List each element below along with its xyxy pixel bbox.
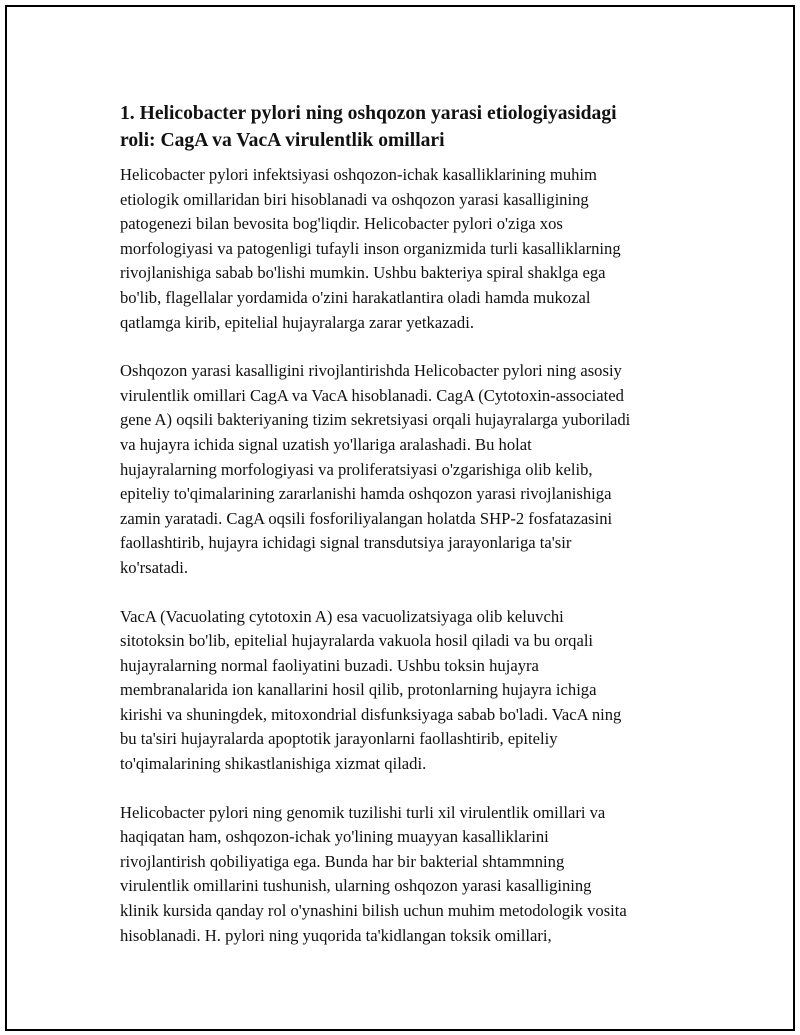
- paragraph-2: [120, 359, 700, 580]
- text-line: zamin yaratadi. CagA oqsili fosforiliyalangan holatda SHP-2 fosfatazasini: [120, 508, 613, 528]
- paragraph-3: [120, 605, 700, 777]
- text-line: etiologik omillaridan biri hisoblanadi va oshqozon yarasi kasalligining: [120, 189, 589, 209]
- text-line: haqiqatan ham, oshqozon-ichak yo'lining muayyan kasalliklarini: [120, 827, 549, 847]
- text-line: faollashtirib, hujayra ichidagi signal transdutsiya jarayonlariga ta'sir: [120, 533, 572, 553]
- text-line: sitotoksin bo'lib, epitelial hujayralarda vakuola hosil qiladi va bu orqali: [120, 631, 594, 651]
- heading-line: 1. Helicobacter pylori ning oshqozon yarasi etiologiyasidagi: [120, 103, 617, 124]
- text-line: rivojlantirish qobiliyatiga ega. Bunda har bir bakterial shtammning: [120, 851, 565, 871]
- text-line: qatlamga kirib, epitelial hujayralarga zarar yetkazadi.: [120, 312, 474, 332]
- text-line: to'qimalarining shikastlanishiga xizmat qiladi.: [120, 754, 427, 774]
- paragraph-1: [120, 163, 700, 335]
- text-line: bo'lib, flagellalar yordamida o'zini harakatlantira oladi hamda mukozal: [120, 287, 591, 307]
- text-line: VacA (Vacuolating cytotoxin A) esa vacuolizatsiyaga olib keluvchi: [120, 606, 564, 626]
- text-line: va hujayra ichida signal uzatish yo'llariga aralashadi. Bu holat: [120, 434, 532, 454]
- text-line: morfologiyasi va patogenligi tufayli inson organizmida turli kasalliklarning: [120, 238, 621, 258]
- text-line: Oshqozon yarasi kasalligini rivojlantirishda Helicobacter pylori ning asosiy: [120, 361, 622, 381]
- text-line: hujayralarning morfologiyasi va proliferatsiyasi o'zgarishiga olib kelib,: [120, 459, 593, 479]
- section-heading: [120, 100, 700, 154]
- document-body: [120, 100, 700, 972]
- text-line: hisoblanadi. H. pylori ning yuqorida ta'kidlangan toksik omillari,: [120, 925, 552, 945]
- text-line: patogenezi bilan bevosita bog'liqdir. Helicobacter pylori o'ziga xos: [120, 214, 563, 234]
- text-line: hujayralarning normal faoliyatini buzadi. Ushbu toksin hujayra: [120, 655, 539, 675]
- text-line: Helicobacter pylori infektsiyasi oshqozon-ichak kasalliklarining muhim: [120, 165, 597, 184]
- page-frame: [5, 5, 795, 1031]
- text-line: gene A) oqsili bakteriyaning tizim sekretsiyasi orqali hujayralarga yuboriladi: [120, 410, 631, 430]
- text-line: klinik kursida qanday rol o'ynashini bilish uchun muhim metodologik vosita: [120, 901, 627, 921]
- text-line: rivojlanishiga sabab bo'lishi mumkin. Ushbu bakteriya spiral shaklga ega: [120, 263, 606, 283]
- text-line: Helicobacter pylori ning genomik tuzilishi turli xil virulentlik omillari va: [120, 802, 606, 822]
- heading-line: roli: CagA va VacA virulentlik omillari: [120, 130, 445, 151]
- text-line: bu ta'siri hujayralarda apoptotik jarayonlarni faollashtirib, epiteliy: [120, 729, 558, 749]
- text-line: kirishi va shuningdek, mitoxondrial disfunksiyaga sabab bo'ladi. VacA ning: [120, 704, 622, 724]
- text-line: ko'rsatadi.: [120, 557, 188, 577]
- text-line: membranalarida ion kanallarini hosil qilib, protonlarning hujayra ichiga: [120, 680, 597, 700]
- paragraph-4: [120, 801, 700, 949]
- text-line: virulentlik omillarini tushunish, ularning oshqozon yarasi kasalligining: [120, 876, 592, 896]
- text-line: virulentlik omillari CagA va VacA hisoblanadi. CagA (Cytotoxin-associated: [120, 385, 624, 405]
- text-line: epiteliy to'qimalarining zararlanishi hamda oshqozon yarasi rivojlanishiga: [120, 484, 612, 504]
